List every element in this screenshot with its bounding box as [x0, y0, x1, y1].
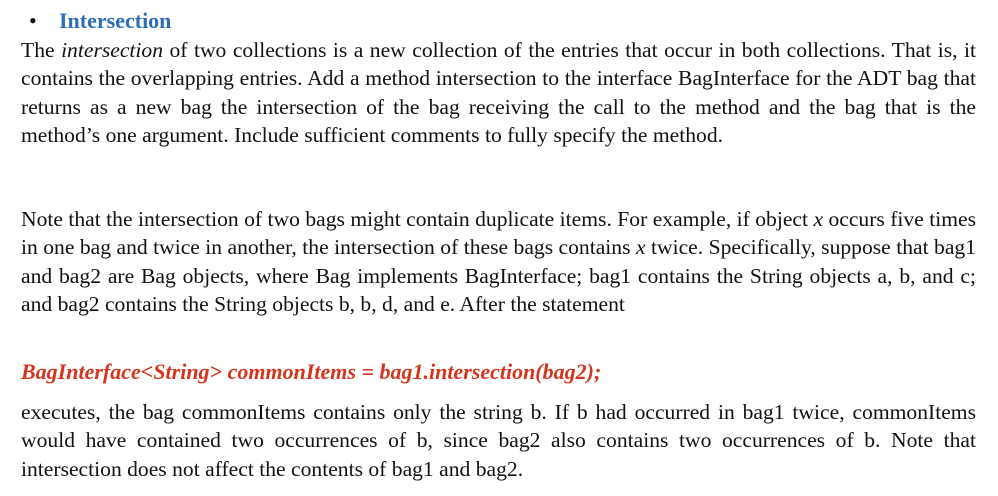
definition-paragraph: [21, 36, 976, 149]
paragraph-lead-text: The: [21, 38, 62, 62]
example-text-part-2: occurs five times in one bag and twice in another, the intersection of these bags contains: [21, 207, 976, 260]
emphasized-term: intersection: [61, 38, 164, 62]
code-statement: BagInterface<String> commonItems = bag1.intersection(bag2);: [21, 359, 602, 384]
variable-x: x: [813, 207, 824, 231]
variable-x: x: [635, 235, 646, 260]
section-heading: Intersection: [59, 8, 172, 33]
example-text-part-3: twice. Specifically, suppose that bag1 and bag2 are Bag objects, where Bag implements BagInterface; bag1 contains the String objects a, b, and c; and bag2 contains the String objects b, b, d, and e. After the statement: [21, 235, 976, 316]
bullet-icon: •: [29, 8, 37, 33]
example-text-part-1: Note that the intersection of two bags might contain duplicate items. For example, if object: [21, 207, 814, 231]
paragraph-body-text: of two collections is a new collection of the entries that occur in both collections. That is, it contains the overlapping entries. Add a method intersection to the interface BagInterface for the ADT bag that returns as a new bag the intersection of the bag receiving the call to the method and the bag that is the method’s one argument. Include sufficient comments to fully specify the method.: [21, 38, 976, 147]
section-heading-row: [0, 6, 998, 36]
example-paragraph: [21, 205, 976, 318]
result-paragraph: executes, the bag commonItems contains only the string b. If b had occurred in bag1 twice, commonItems would have contained two occurrences of b, since bag2 also contains two occurrences of b. Note that intersection does not affect the contents of bag1 and bag2.: [21, 400, 976, 481]
